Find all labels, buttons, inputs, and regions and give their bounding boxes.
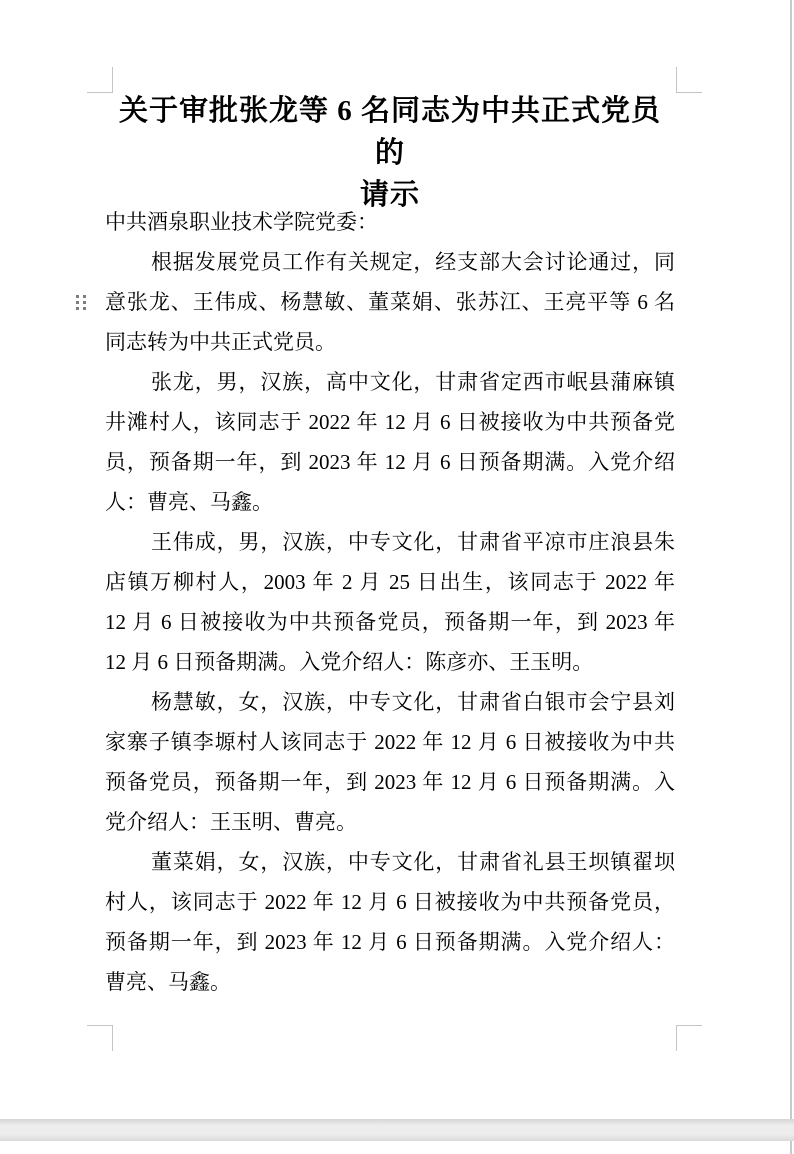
document-title-line-1[interactable]: 关于审批张龙等 6 名同志为中共正式党员的 bbox=[118, 95, 661, 169]
document-line[interactable]: 同志转为中共正式党员。 bbox=[105, 330, 336, 354]
document-line[interactable]: 中共酒泉职业技术学院党委： bbox=[105, 210, 378, 234]
page-right-edge bbox=[790, 1141, 792, 1154]
document-line[interactable]: 人：曹亮、马鑫。 bbox=[105, 490, 273, 514]
document-line[interactable]: 杨慧敏，女，汉族，中专文化，甘肃省白银市会宁县刘 bbox=[151, 690, 675, 714]
document-title[interactable] bbox=[105, 90, 675, 216]
document-page-2 bbox=[0, 1141, 794, 1154]
document-line[interactable]: 村人，该同志于 2022 年 12 月 6 日被接收为中共预备党员， bbox=[105, 890, 675, 914]
document-line[interactable]: 家寨子镇李塬村人该同志于 2022 年 12 月 6 日被接收为中共 bbox=[105, 730, 675, 754]
document-body[interactable] bbox=[105, 202, 675, 1002]
document-title-line-2[interactable]: 请示 bbox=[359, 179, 420, 211]
document-line[interactable]: 12 月 6 日被接收为中共预备党员，预备期一年，到 2023 年 bbox=[105, 610, 675, 634]
document-line[interactable]: 曹亮、马鑫。 bbox=[105, 970, 231, 994]
page-right-edge bbox=[790, 0, 792, 1119]
document-line[interactable]: 店镇万柳村人，2003 年 2 月 25 日出生，该同志于 2022 年 bbox=[105, 570, 675, 594]
document-line[interactable]: 张龙，男，汉族，高中文化，甘肃省定西市岷县蒲麻镇 bbox=[151, 370, 675, 394]
document-line[interactable]: 员，预备期一年，到 2023 年 12 月 6 日预备期满。入党介绍 bbox=[105, 450, 675, 474]
document-line[interactable]: 意张龙、王伟成、杨慧敏、董菜娟、张苏江、王亮平等 6 名 bbox=[105, 290, 675, 314]
document-line[interactable]: 王伟成，男，汉族，中专文化，甘肃省平凉市庄浪县朱 bbox=[151, 530, 675, 554]
paragraph-drag-handle-icon[interactable] bbox=[76, 295, 86, 310]
text-boundary-mark-bottom-right bbox=[676, 1025, 702, 1051]
page-gap bbox=[0, 1119, 794, 1141]
document-line[interactable]: 12 月 6 日预备期满。入党介绍人：陈彦亦、王玉明。 bbox=[105, 650, 594, 674]
document-line[interactable]: 井滩村人，该同志于 2022 年 12 月 6 日被接收为中共预备党 bbox=[105, 410, 675, 434]
text-boundary-mark-bottom-left bbox=[87, 1025, 113, 1051]
text-boundary-mark-top-right bbox=[676, 67, 702, 93]
document-line[interactable]: 预备期一年，到 2023 年 12 月 6 日预备期满。入党介绍人： bbox=[105, 930, 675, 954]
document-line[interactable]: 预备党员，预备期一年，到 2023 年 12 月 6 日预备期满。入 bbox=[105, 770, 675, 794]
document-line[interactable]: 党介绍人：王玉明、曹亮。 bbox=[105, 810, 357, 834]
document-line[interactable]: 根据发展党员工作有关规定，经支部大会讨论通过，同 bbox=[151, 250, 675, 274]
document-line[interactable]: 董菜娟，女，汉族，中专文化，甘肃省礼县王坝镇翟坝 bbox=[151, 850, 675, 874]
